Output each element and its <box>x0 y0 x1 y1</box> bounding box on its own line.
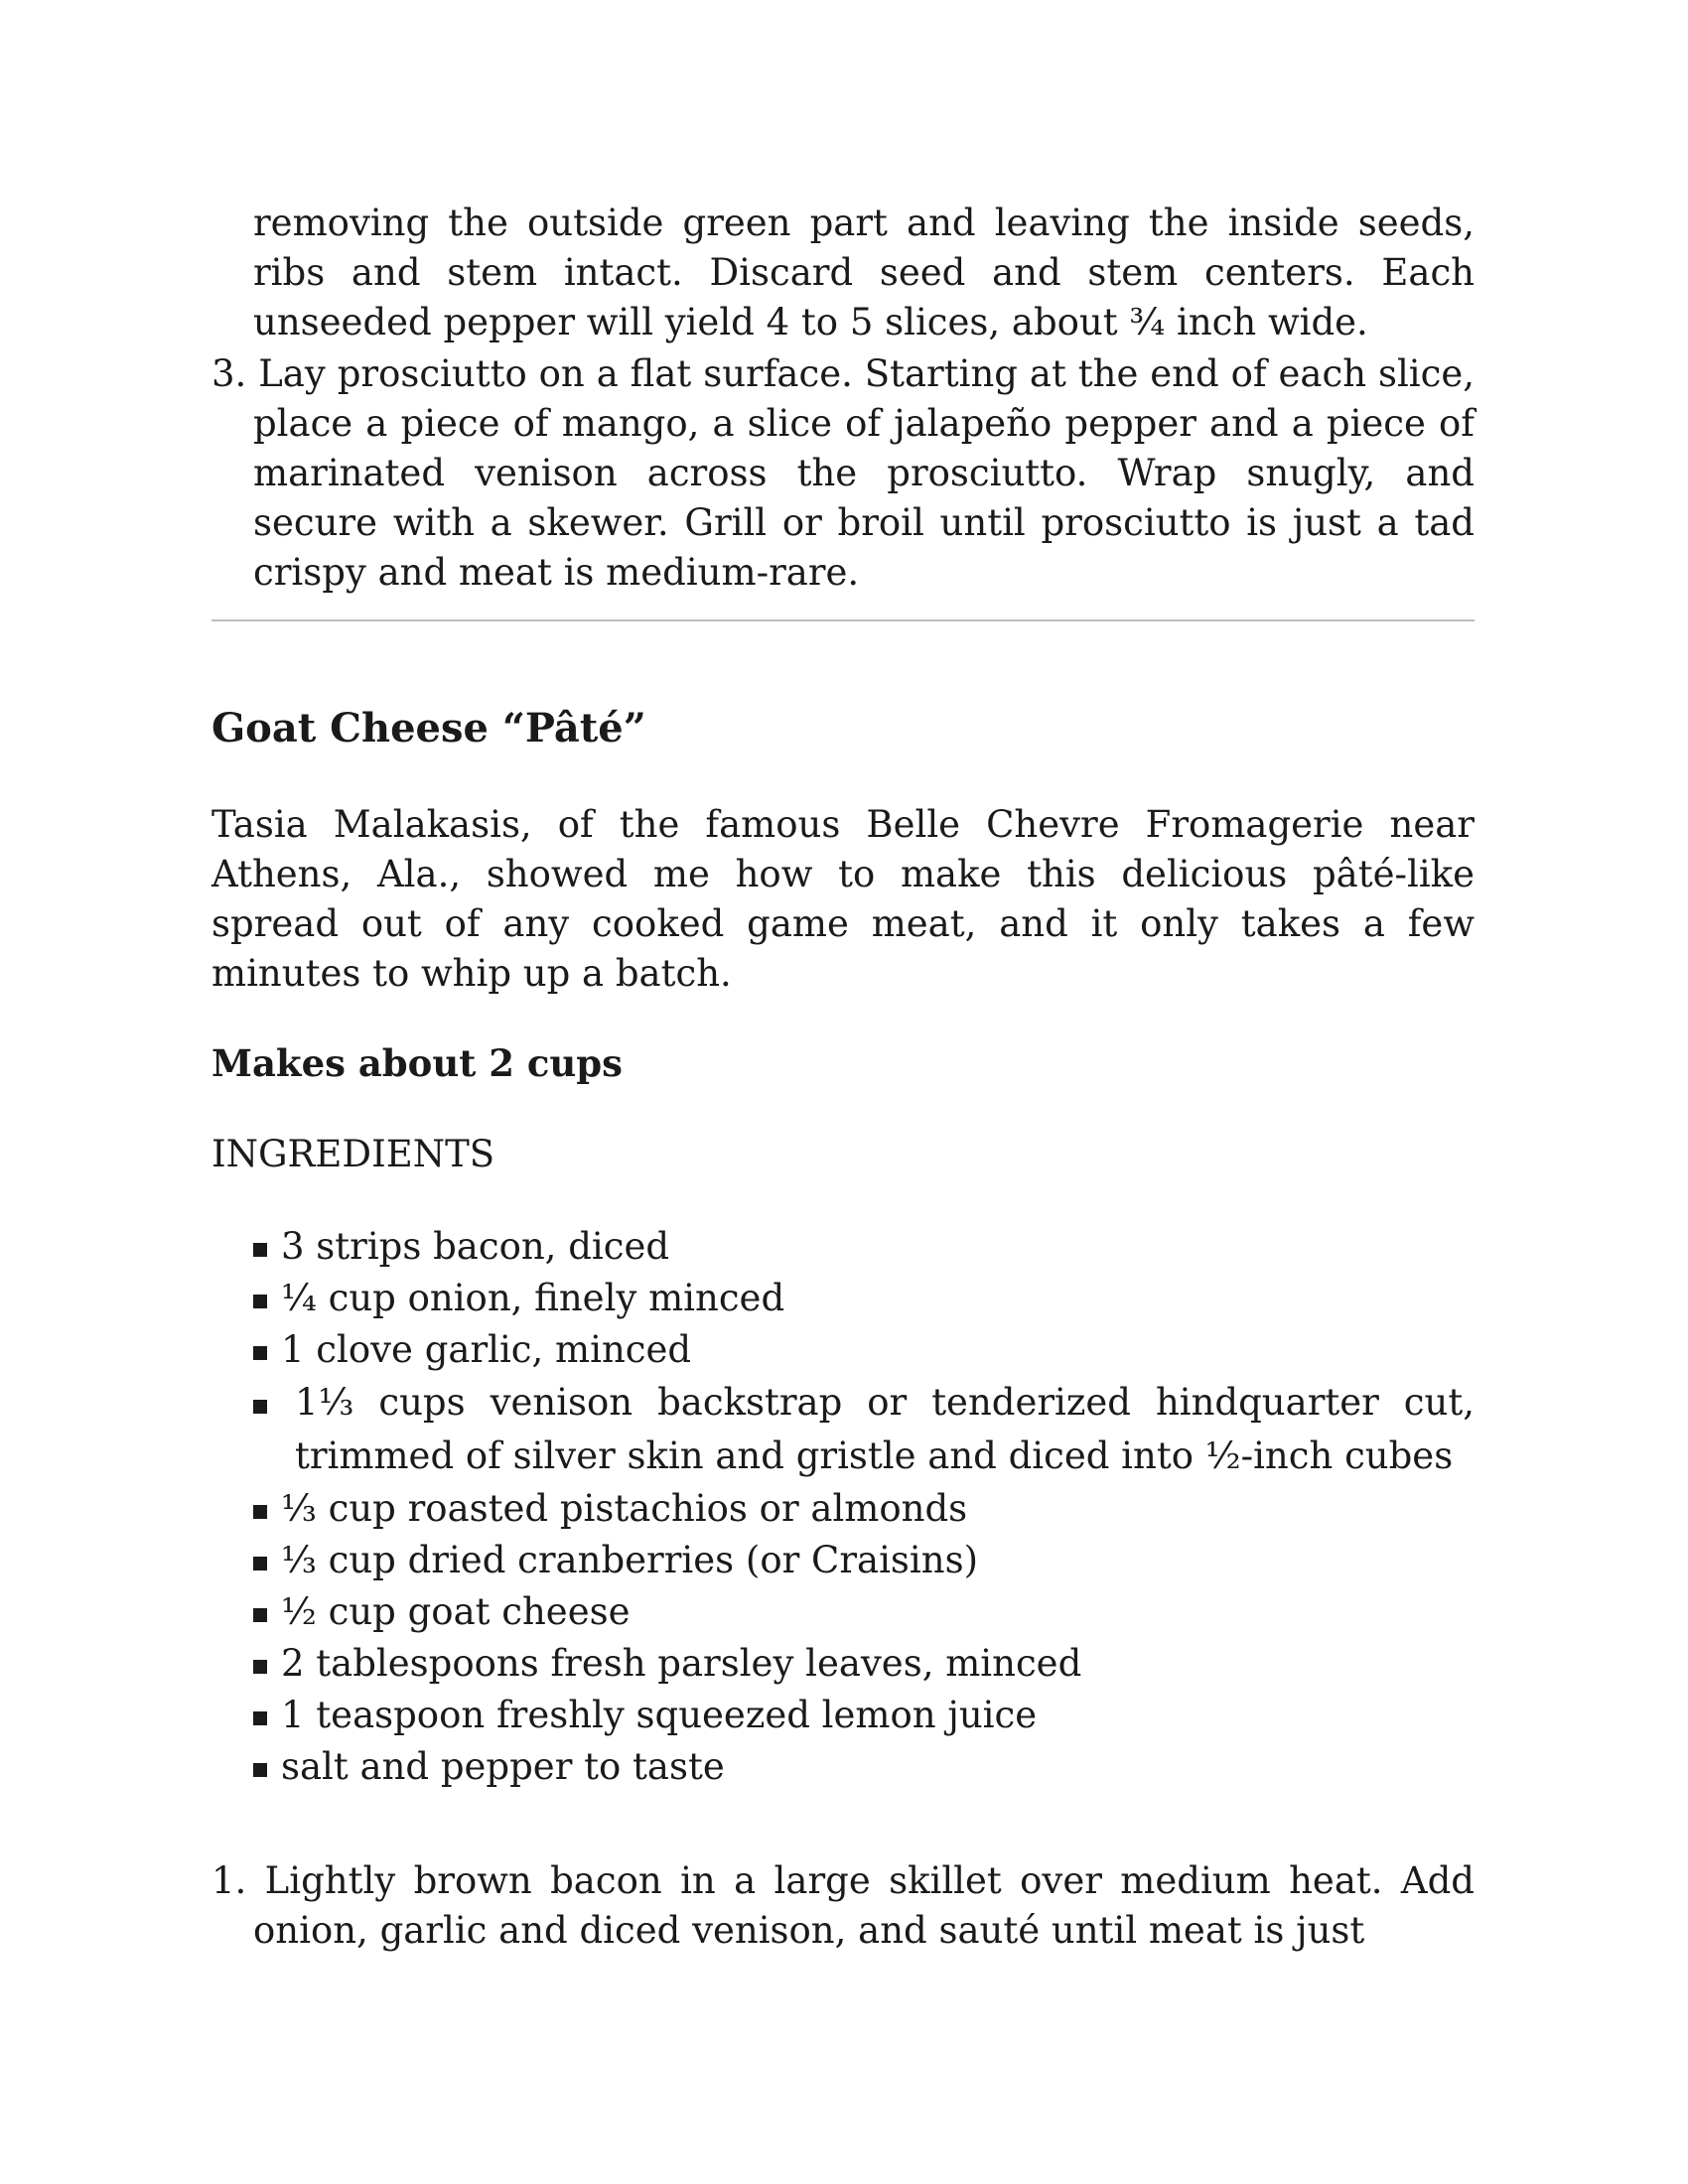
recipe-intro: Tasia Malakasis, of the famous Belle Chevre Fromagerie near Athens, Ala., showed me how to make this delicious pâté-like spread out of any cooked game meat, and it only takes a few minutes to whip up a batch. <box>211 803 1475 995</box>
ingredient-item: 2 tablespoons fresh parsley leaves, minced <box>253 1638 1475 1690</box>
ingredient-item: 1 teaspoon freshly squeezed lemon juice <box>253 1690 1475 1741</box>
section-divider <box>211 619 1475 621</box>
square-bullet-icon <box>253 1295 267 1308</box>
square-bullet-icon <box>253 1711 267 1725</box>
ingredient-item: ¹⁄₄ cup onion, finely minced <box>253 1273 1475 1324</box>
square-bullet-icon <box>253 1346 267 1360</box>
square-bullet-icon <box>253 1660 267 1674</box>
ingredients-heading: INGREDIENTS <box>211 1133 495 1175</box>
step-2-continuation: removing the outside green part and leaving the inside seeds, ribs and stem intact. Discard seed and stem centers. Each unseeded pepper will yield 4 to 5 slices, about ³⁄₄ inch wide. <box>253 202 1475 343</box>
square-bullet-icon <box>253 1505 267 1519</box>
ingredient-item: salt and pepper to taste <box>253 1741 1475 1793</box>
square-bullet-icon <box>253 1608 267 1622</box>
ingredient-item: ¹⁄₃ cup dried cranberries (or Craisins) <box>253 1535 1475 1586</box>
recipe-title: Goat Cheese “Pâté” <box>211 705 646 751</box>
ingredient-item: 1¹⁄₃ cups venison backstrap or tenderized hindquarter cut, trimmed of silver skin and gristle and diced into ¹⁄₂-inch cubes <box>253 1376 1475 1483</box>
square-bullet-icon <box>253 1243 267 1257</box>
ingredient-item: 3 strips bacon, diced <box>253 1221 1475 1273</box>
square-bullet-icon <box>253 1400 267 1414</box>
square-bullet-icon <box>253 1763 267 1777</box>
ingredient-item: ¹⁄₃ cup roasted pistachios or almonds <box>253 1483 1475 1535</box>
ingredient-item: ¹⁄₂ cup goat cheese <box>253 1586 1475 1638</box>
square-bullet-icon <box>253 1557 267 1570</box>
step-1: 1. Lightly brown bacon in a large skillet over medium heat. Add onion, garlic and diced venison, and sauté until meat is just <box>211 1859 1475 1952</box>
recipe-yield: Makes about 2 cups <box>211 1041 623 1085</box>
step-3: 3. Lay prosciutto on a flat surface. Starting at the end of each slice, place a piece of mango, a slice of jalapeño pepper and a piece of marinated venison across the prosciutto. Wrap snugly, and secure with a skewer. Grill or broil until prosciutto is just a tad crispy and meat is medium-rare. <box>211 352 1475 594</box>
ingredient-item: 1 clove garlic, minced <box>253 1324 1475 1376</box>
ingredients-list <box>253 1221 1475 1793</box>
